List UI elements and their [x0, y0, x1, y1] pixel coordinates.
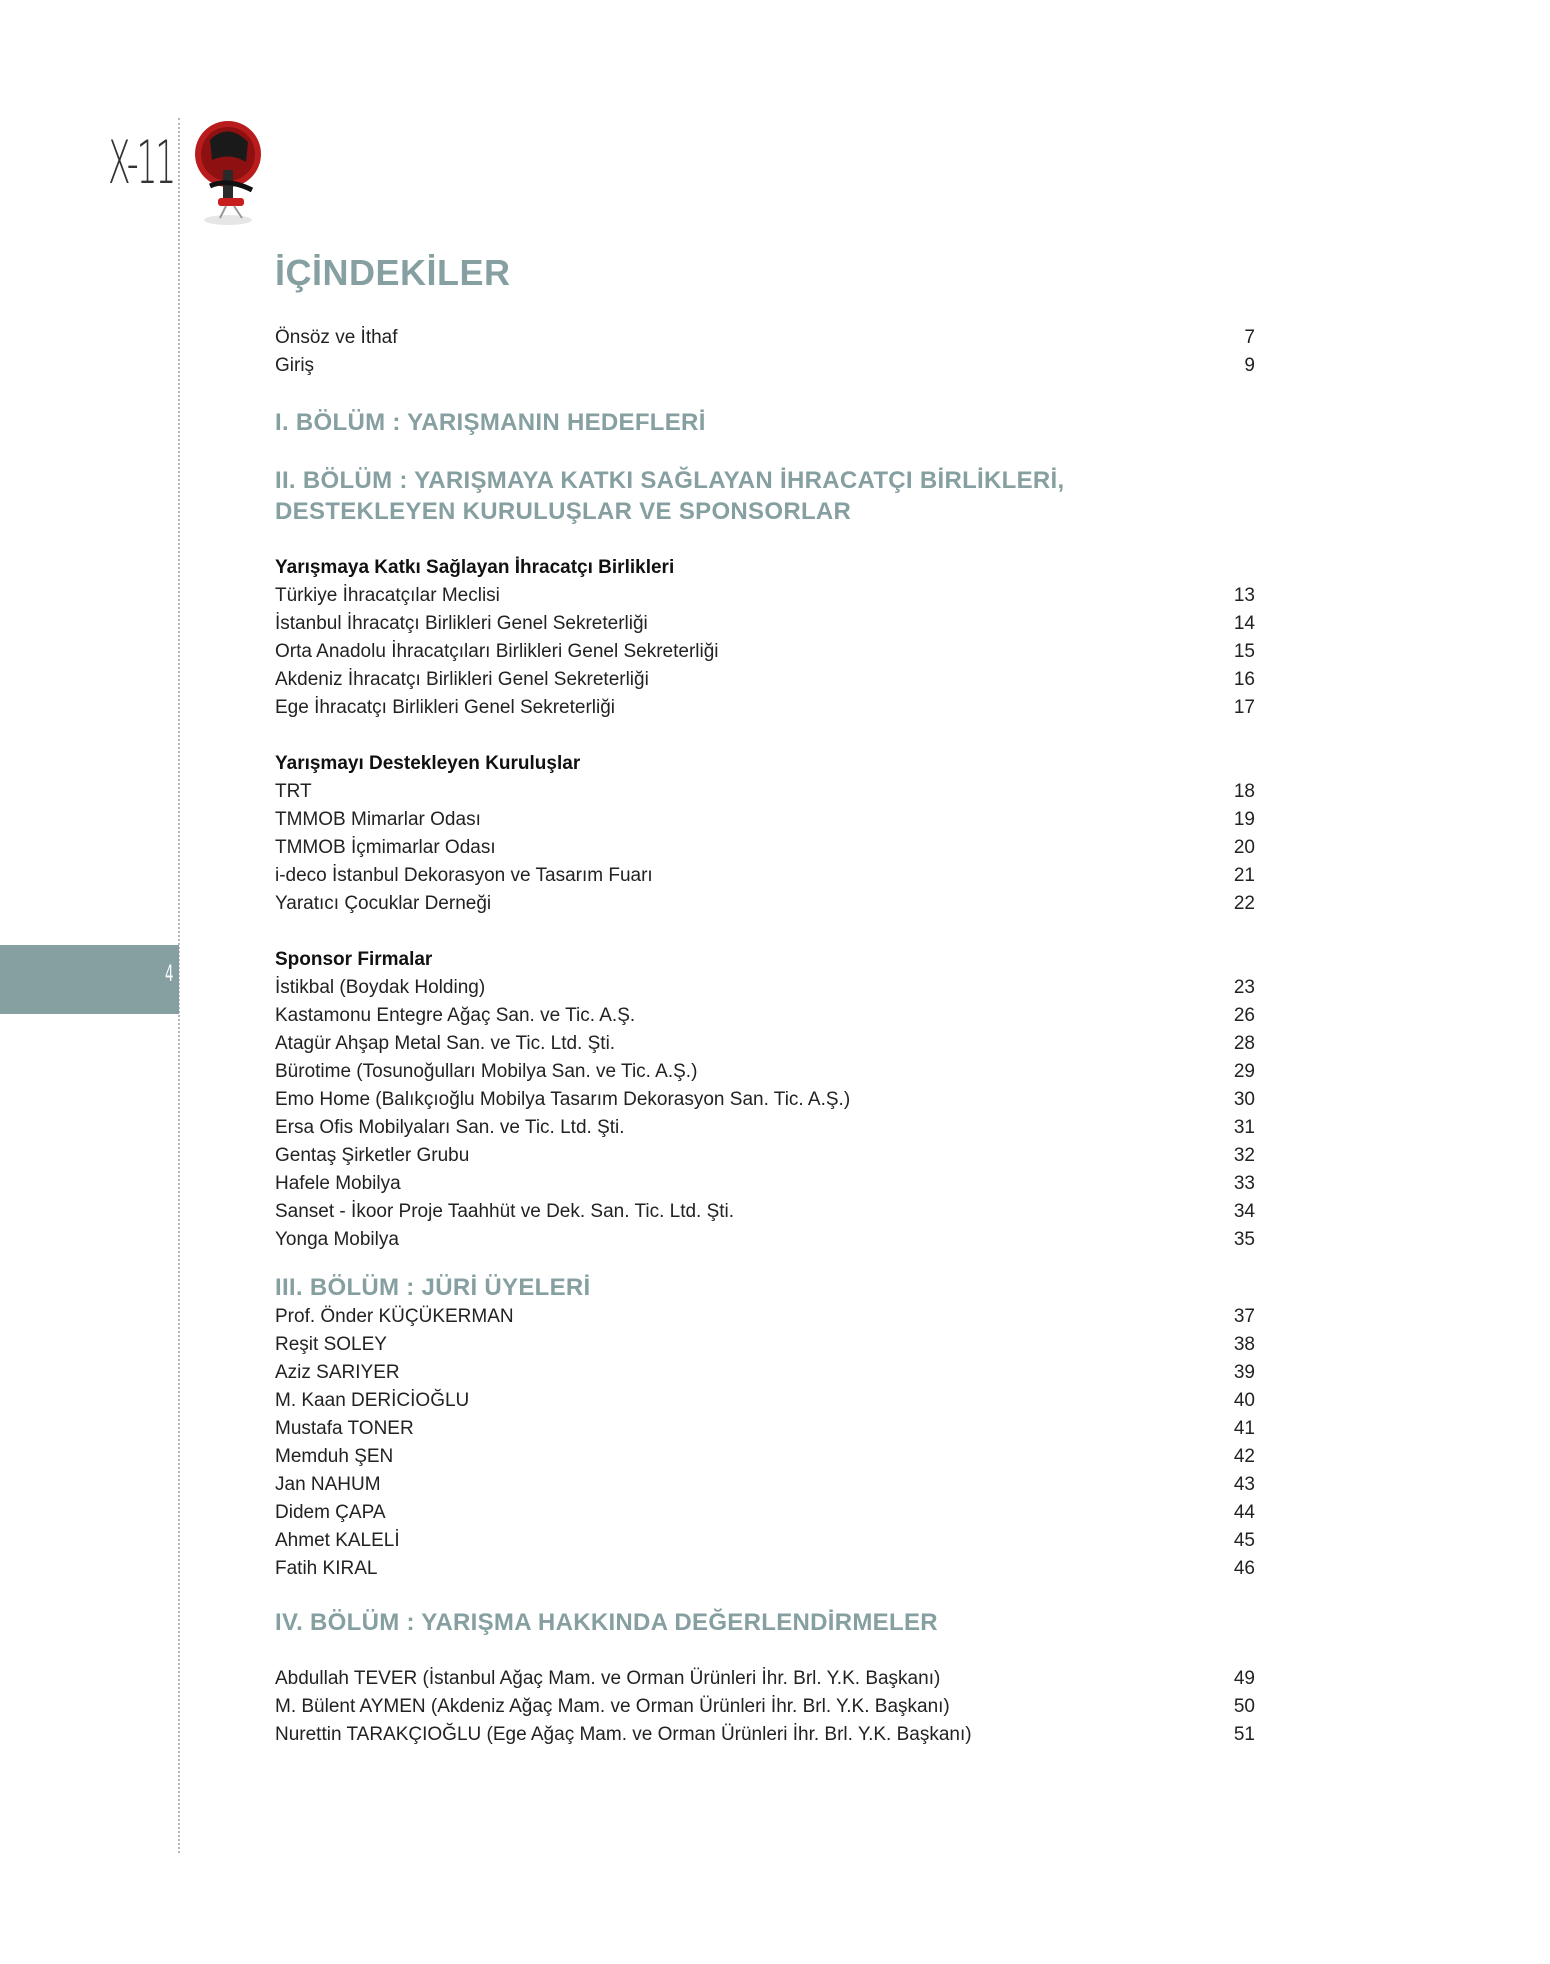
entry-label: Sanset - İkoor Proje Taahhüt ve Dek. San. Tic. Ltd. Şti.	[275, 1201, 735, 1222]
entry-page: 35	[1233, 1229, 1255, 1250]
entry-label: Jan NAHUM	[275, 1474, 381, 1495]
toc-entry	[275, 1471, 1255, 1499]
chair-logo-icon	[190, 112, 265, 227]
section-3-title: III. BÖLÜM : JÜRİ ÜYELERİ	[275, 1274, 591, 1301]
toc-entry	[275, 1359, 1255, 1387]
entry-label: Bürotime (Tosunoğulları Mobilya San. ve Tic. A.Ş.)	[275, 1061, 698, 1082]
entry-label: Hafele Mobilya	[275, 1173, 401, 1194]
entry-label: Giriş	[275, 355, 315, 376]
entry-label: Orta Anadolu İhracatçıları Birlikleri Genel Sekreterliği	[275, 641, 719, 662]
toc-entry	[275, 582, 1255, 610]
toc-group	[275, 554, 1255, 722]
toc-entry	[275, 324, 1255, 352]
entry-page: 28	[1233, 1033, 1255, 1054]
toc-group	[275, 750, 1255, 918]
group-heading: Yarışmaya Katkı Sağlayan İhracatçı Birlikleri	[275, 557, 675, 578]
section-2-title-line2: DESTEKLEYEN KURULUŞLAR VE SPONSORLAR	[275, 498, 852, 525]
toc-entry	[275, 666, 1255, 694]
entry-page: 34	[1233, 1201, 1255, 1222]
entry-label: Ersa Ofis Mobilyaları San. ve Tic. Ltd. Şti.	[275, 1117, 625, 1138]
section-4	[275, 1607, 1255, 1749]
entry-label: TRT	[275, 781, 312, 802]
toc-entry	[275, 834, 1255, 862]
entry-label: Ahmet KALELİ	[275, 1530, 400, 1551]
entry-page: 39	[1233, 1362, 1255, 1383]
toc-entry	[275, 352, 1255, 380]
entry-page: 51	[1233, 1724, 1255, 1745]
toc-entry	[275, 1415, 1255, 1443]
entry-label: Önsöz ve İthaf	[275, 327, 398, 348]
entry-label: İstikbal (Boydak Holding)	[275, 977, 486, 998]
entry-page: 41	[1233, 1418, 1255, 1439]
entry-label: Nurettin TARAKÇIOĞLU (Ege Ağaç Mam. ve Orman Ürünleri İhr. Brl. Y.K. Başkanı)	[275, 1724, 972, 1745]
toc-entry	[275, 610, 1255, 638]
toc-entry	[275, 1226, 1255, 1254]
entry-page: 17	[1233, 697, 1255, 718]
entry-page: 7	[1244, 327, 1255, 348]
entry-label: Yonga Mobilya	[275, 1229, 399, 1250]
entry-page: 50	[1233, 1696, 1255, 1717]
toc-entry	[275, 974, 1255, 1002]
entry-page: 45	[1233, 1530, 1255, 1551]
toc-entry	[275, 1693, 1255, 1721]
entry-page: 13	[1233, 585, 1255, 606]
toc-entry	[275, 1030, 1255, 1058]
toc-entry	[275, 1331, 1255, 1359]
toc-entry	[275, 1721, 1255, 1749]
entry-label: Yaratıcı Çocuklar Derneği	[275, 893, 492, 914]
toc-entry	[275, 1002, 1255, 1030]
entry-label: Abdullah TEVER (İstanbul Ağaç Mam. ve Orman Ürünleri İhr. Brl. Y.K. Başkanı)	[275, 1668, 941, 1689]
page-number: 4	[165, 962, 174, 987]
entry-page: 15	[1233, 641, 1255, 662]
section-2-title	[275, 465, 1255, 527]
entry-page: 42	[1233, 1446, 1255, 1467]
toc-entry	[275, 638, 1255, 666]
entry-label: Memduh ŞEN	[275, 1446, 394, 1467]
toc-entry	[275, 862, 1255, 890]
toc-entry	[275, 806, 1255, 834]
entry-label: TMMOB İçmimarlar Odası	[275, 837, 496, 858]
entry-page: 32	[1233, 1145, 1255, 1166]
toc-entry	[275, 1142, 1255, 1170]
toc-entry	[275, 1665, 1255, 1693]
toc-entry	[275, 1114, 1255, 1142]
toc-entry	[275, 1387, 1255, 1415]
toc-entry	[275, 778, 1255, 806]
entry-label: Aziz SARIYER	[275, 1362, 400, 1383]
toc-entry	[275, 1058, 1255, 1086]
entry-page: 44	[1233, 1502, 1255, 1523]
entry-label: Akdeniz İhracatçı Birlikleri Genel Sekreterliği	[275, 669, 649, 690]
entry-page: 33	[1233, 1173, 1255, 1194]
entry-label: İstanbul İhracatçı Birlikleri Genel Sekreterliği	[275, 613, 648, 634]
entry-label: Prof. Önder KÜÇÜKERMAN	[275, 1306, 514, 1327]
toc-entry	[275, 1198, 1255, 1226]
toc-entry	[275, 1555, 1255, 1583]
entry-label: Fatih KIRAL	[275, 1558, 378, 1579]
section-4-title: IV. BÖLÜM : YARIŞMA HAKKINDA DEĞERLENDİRMELER	[275, 1609, 938, 1636]
entry-page: 38	[1233, 1334, 1255, 1355]
entry-page: 21	[1233, 865, 1255, 886]
entry-page: 22	[1233, 893, 1255, 914]
entry-page: 40	[1233, 1390, 1255, 1411]
entry-page: 16	[1233, 669, 1255, 690]
entry-label: i-deco İstanbul Dekorasyon ve Tasarım Fuarı	[275, 865, 653, 886]
entry-page: 30	[1233, 1089, 1255, 1110]
entry-page: 49	[1233, 1668, 1255, 1689]
entry-page: 19	[1233, 809, 1255, 830]
toc-entry	[275, 1527, 1255, 1555]
entry-page: 37	[1233, 1306, 1255, 1327]
logo-text: X-11	[108, 128, 175, 198]
entry-page: 26	[1233, 1005, 1255, 1026]
entry-label: M. Kaan DERİCİOĞLU	[275, 1390, 470, 1411]
entry-label: Atagür Ahşap Metal San. ve Tic. Ltd. Şti.	[275, 1033, 616, 1054]
entry-label: Mustafa TONER	[275, 1418, 414, 1439]
toc-title: İÇİNDEKİLER	[275, 252, 511, 293]
toc-entry	[275, 694, 1255, 722]
toc-entry	[275, 1303, 1255, 1331]
entry-label: TMMOB Mimarlar Odası	[275, 809, 481, 830]
entry-page: 20	[1233, 837, 1255, 858]
entry-page: 43	[1233, 1474, 1255, 1495]
entry-page: 23	[1233, 977, 1255, 998]
toc-entry	[275, 1086, 1255, 1114]
intro-entries	[275, 324, 1255, 380]
entry-page: 46	[1233, 1558, 1255, 1579]
toc-entry	[275, 1443, 1255, 1471]
entry-label: Reşit SOLEY	[275, 1334, 387, 1355]
entry-page: 14	[1233, 613, 1255, 634]
section-2-title-line1: II. BÖLÜM : YARIŞMAYA KATKI SAĞLAYAN İHRACATÇI BİRLİKLERİ,	[275, 467, 1065, 494]
section-3	[275, 1272, 1255, 1583]
entry-page: 31	[1233, 1117, 1255, 1138]
entry-label: Kastamonu Entegre Ağaç San. ve Tic. A.Ş.	[275, 1005, 636, 1026]
entry-label: Gentaş Şirketler Grubu	[275, 1145, 470, 1166]
entry-page: 9	[1244, 355, 1255, 376]
entry-label: Didem ÇAPA	[275, 1502, 386, 1523]
toc-entry	[275, 890, 1255, 918]
entry-label: Emo Home (Balıkçıoğlu Mobilya Tasarım Dekorasyon San. Tic. A.Ş.)	[275, 1089, 851, 1110]
table-of-contents	[275, 252, 1255, 1749]
entry-page: 29	[1233, 1061, 1255, 1082]
entry-label: Türkiye İhracatçılar Meclisi	[275, 585, 500, 606]
section-1-title: I. BÖLÜM : YARIŞMANIN HEDEFLERİ	[275, 409, 706, 436]
entry-page: 18	[1233, 781, 1255, 802]
toc-entry	[275, 1499, 1255, 1527]
group-heading: Sponsor Firmalar	[275, 949, 433, 970]
entry-label: M. Bülent AYMEN (Akdeniz Ağaç Mam. ve Orman Ürünleri İhr. Brl. Y.K. Başkanı)	[275, 1696, 950, 1717]
page-side-tab	[0, 945, 179, 1014]
group-heading: Yarışmayı Destekleyen Kuruluşlar	[275, 753, 581, 774]
toc-group	[275, 946, 1255, 1254]
entry-label: Ege İhracatçı Birlikleri Genel Sekreterliği	[275, 697, 616, 718]
toc-entry	[275, 1170, 1255, 1198]
